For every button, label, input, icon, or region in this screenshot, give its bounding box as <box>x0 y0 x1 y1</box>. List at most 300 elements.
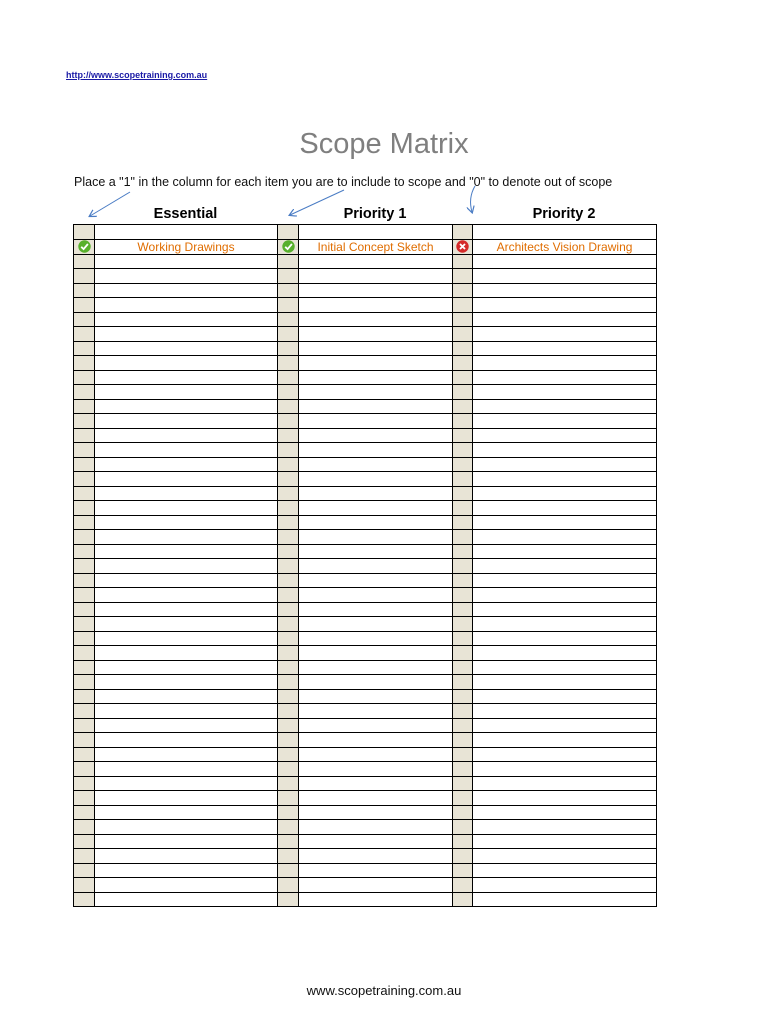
mark-cell-priority-2[interactable] <box>453 544 473 559</box>
item-cell-priority-1[interactable] <box>299 863 453 878</box>
mark-cell-priority-2[interactable] <box>453 834 473 849</box>
item-cell-priority-1[interactable] <box>299 472 453 487</box>
mark-cell-priority-2[interactable] <box>453 602 473 617</box>
website-link[interactable]: http://www.scopetraining.com.au <box>66 70 208 80</box>
item-cell-priority-1[interactable] <box>299 631 453 646</box>
item-cell-essential[interactable] <box>95 312 278 327</box>
mark-cell-priority-2[interactable] <box>453 385 473 400</box>
mark-cell-essential[interactable] <box>74 849 95 864</box>
item-cell-priority-2[interactable] <box>473 501 657 516</box>
mark-cell-priority-1[interactable] <box>278 776 299 791</box>
item-cell-priority-1[interactable] <box>299 515 453 530</box>
mark-cell-priority-1[interactable] <box>278 718 299 733</box>
mark-cell-priority-2[interactable] <box>453 283 473 298</box>
item-cell-essential[interactable] <box>95 704 278 719</box>
item-cell-priority-1[interactable] <box>299 385 453 400</box>
mark-cell-priority-1[interactable] <box>278 660 299 675</box>
item-cell-priority-2[interactable] <box>473 370 657 385</box>
item-cell[interactable] <box>299 225 453 240</box>
item-cell-priority-1[interactable] <box>299 530 453 545</box>
mark-cell-essential[interactable] <box>74 646 95 661</box>
item-cell-essential[interactable] <box>95 443 278 458</box>
item-cell-essential[interactable] <box>95 414 278 429</box>
mark-cell-essential[interactable] <box>74 457 95 472</box>
item-cell-priority-2[interactable] <box>473 283 657 298</box>
mark-cell-essential[interactable] <box>74 689 95 704</box>
item-cell-priority-1[interactable] <box>299 501 453 516</box>
mark-cell-essential[interactable] <box>74 370 95 385</box>
item-cell-essential[interactable] <box>95 791 278 806</box>
mark-cell[interactable] <box>278 225 299 240</box>
item-cell-essential[interactable] <box>95 573 278 588</box>
mark-cell-essential[interactable] <box>74 443 95 458</box>
mark-cell-priority-1[interactable] <box>278 269 299 284</box>
mark-cell-priority-1[interactable] <box>278 501 299 516</box>
item-cell-priority-2[interactable] <box>473 834 657 849</box>
table-row <box>74 863 657 878</box>
item-cell-essential[interactable] <box>95 805 278 820</box>
mark-cell-priority-1[interactable] <box>278 457 299 472</box>
mark-cell-priority-1[interactable] <box>278 559 299 574</box>
mark-cell-priority-1[interactable] <box>278 791 299 806</box>
item-cell-essential[interactable] <box>95 689 278 704</box>
mark-cell-essential[interactable] <box>74 515 95 530</box>
mark-cell-priority-2[interactable] <box>453 312 473 327</box>
mark-cell-priority-1[interactable] <box>278 747 299 762</box>
pointer-arrows <box>0 0 768 240</box>
mark-cell-priority-1[interactable] <box>278 472 299 487</box>
mark-cell-priority-1[interactable] <box>278 370 299 385</box>
mark-cell-essential[interactable] <box>74 878 95 893</box>
item-cell-essential[interactable] <box>95 515 278 530</box>
mark-cell-priority-1[interactable] <box>278 312 299 327</box>
mark-cell-essential[interactable] <box>74 660 95 675</box>
item-cell-priority-1[interactable] <box>299 298 453 313</box>
table-row <box>74 428 657 443</box>
item-cell-priority-1[interactable] <box>299 414 453 429</box>
item-cell-priority-2[interactable] <box>473 385 657 400</box>
item-cell-priority-1[interactable] <box>299 283 453 298</box>
mark-cell-priority-1[interactable] <box>278 341 299 356</box>
item-cell-priority-2[interactable] <box>473 733 657 748</box>
mark-cell-essential[interactable] <box>74 283 95 298</box>
item-cell-priority-1[interactable] <box>299 776 453 791</box>
mark-cell-priority-2[interactable] <box>453 863 473 878</box>
mark-cell-priority-1[interactable] <box>278 646 299 661</box>
mark-cell-essential[interactable] <box>74 892 95 907</box>
item-cell-essential[interactable] <box>95 747 278 762</box>
item-cell-priority-1[interactable] <box>299 341 453 356</box>
item-cell-priority-1[interactable] <box>299 573 453 588</box>
mark-cell-priority-1[interactable] <box>278 834 299 849</box>
item-cell-priority-1[interactable] <box>299 602 453 617</box>
item-cell-essential[interactable] <box>95 646 278 661</box>
item-cell-essential[interactable] <box>95 341 278 356</box>
mark-cell-priority-1[interactable] <box>278 675 299 690</box>
table-row <box>74 646 657 661</box>
mark-cell-priority-2[interactable] <box>453 399 473 414</box>
item-cell-priority-1[interactable]: Initial Concept Sketch <box>299 239 453 254</box>
item-cell-priority-1[interactable] <box>299 617 453 632</box>
mark-cell-priority-2[interactable] <box>453 791 473 806</box>
mark-cell-priority-1[interactable] <box>278 385 299 400</box>
table-row <box>74 704 657 719</box>
mark-cell-essential[interactable] <box>74 327 95 342</box>
mark-cell-essential[interactable] <box>74 791 95 806</box>
item-cell-essential[interactable] <box>95 849 278 864</box>
mark-cell-essential[interactable] <box>74 269 95 284</box>
item-cell-essential[interactable] <box>95 530 278 545</box>
item-cell-essential[interactable] <box>95 878 278 893</box>
mark-cell-essential[interactable] <box>74 341 95 356</box>
mark-cell-essential[interactable] <box>74 776 95 791</box>
table-row <box>74 239 657 254</box>
item-cell-priority-1[interactable] <box>299 762 453 777</box>
mark-cell-priority-1[interactable] <box>278 805 299 820</box>
item-cell-essential[interactable] <box>95 559 278 574</box>
item-cell[interactable] <box>95 225 278 240</box>
item-cell-priority-2[interactable] <box>473 312 657 327</box>
mark-cell-priority-1[interactable] <box>278 602 299 617</box>
mark-cell-priority-1[interactable] <box>278 414 299 429</box>
mark-cell-priority-2[interactable] <box>453 733 473 748</box>
mark-cell-priority-1[interactable] <box>278 849 299 864</box>
mark-cell[interactable] <box>74 225 95 240</box>
item-cell-priority-1[interactable] <box>299 356 453 371</box>
item-cell-priority-2[interactable] <box>473 602 657 617</box>
table-row <box>74 327 657 342</box>
item-cell-essential[interactable] <box>95 834 278 849</box>
item-cell-essential[interactable] <box>95 457 278 472</box>
mark-cell-essential[interactable] <box>74 544 95 559</box>
item-cell-priority-1[interactable] <box>299 327 453 342</box>
mark-cell-essential[interactable] <box>74 254 95 269</box>
mark-cell-priority-2[interactable] <box>453 341 473 356</box>
mark-cell-essential[interactable] <box>74 530 95 545</box>
mark-cell-priority-1[interactable] <box>278 573 299 588</box>
mark-cell-priority-2[interactable] <box>453 269 473 284</box>
item-cell-priority-2[interactable]: Architects Vision Drawing <box>473 239 657 254</box>
mark-cell[interactable] <box>453 225 473 240</box>
item-cell-priority-2[interactable] <box>473 588 657 603</box>
item-cell-priority-2[interactable] <box>473 559 657 574</box>
item-cell-essential[interactable] <box>95 733 278 748</box>
item-cell-essential[interactable] <box>95 660 278 675</box>
table-row <box>74 269 657 284</box>
scope-matrix-table <box>73 224 657 907</box>
item-cell-priority-2[interactable] <box>473 269 657 284</box>
item-cell-priority-2[interactable] <box>473 660 657 675</box>
mark-cell-priority-1[interactable] <box>278 617 299 632</box>
table-row <box>74 414 657 429</box>
mark-cell-essential[interactable] <box>74 399 95 414</box>
mark-cell-priority-2[interactable] <box>453 573 473 588</box>
item-cell-essential[interactable] <box>95 298 278 313</box>
item-cell-priority-1[interactable] <box>299 428 453 443</box>
item-cell-priority-2[interactable] <box>473 356 657 371</box>
item-cell-priority-1[interactable] <box>299 805 453 820</box>
mark-cell-essential[interactable] <box>74 356 95 371</box>
item-cell-essential[interactable] <box>95 544 278 559</box>
mark-cell-priority-1[interactable] <box>278 356 299 371</box>
item-cell-priority-2[interactable] <box>473 414 657 429</box>
item-cell-priority-1[interactable] <box>299 878 453 893</box>
mark-cell-priority-2[interactable] <box>453 646 473 661</box>
mark-cell-priority-2[interactable] <box>453 617 473 632</box>
mark-cell-priority-2[interactable] <box>453 327 473 342</box>
item-cell-essential[interactable] <box>95 718 278 733</box>
item-cell-priority-2[interactable] <box>473 689 657 704</box>
item-cell-essential[interactable] <box>95 631 278 646</box>
mark-cell-priority-1[interactable] <box>278 892 299 907</box>
mark-cell-priority-2[interactable] <box>453 486 473 501</box>
item-cell-priority-1[interactable] <box>299 733 453 748</box>
mark-cell-essential[interactable] <box>74 385 95 400</box>
mark-cell-essential[interactable] <box>74 588 95 603</box>
mark-cell-priority-1[interactable] <box>278 689 299 704</box>
item-cell-priority-2[interactable] <box>473 298 657 313</box>
mark-cell-essential[interactable] <box>74 312 95 327</box>
mark-cell-priority-2[interactable] <box>453 443 473 458</box>
mark-cell-essential[interactable] <box>74 239 95 254</box>
mark-cell-priority-1[interactable] <box>278 631 299 646</box>
item-cell-essential[interactable] <box>95 762 278 777</box>
item-cell-priority-2[interactable] <box>473 486 657 501</box>
mark-cell-priority-2[interactable] <box>453 776 473 791</box>
table-row <box>74 805 657 820</box>
mark-cell-essential[interactable] <box>74 733 95 748</box>
item-cell-priority-2[interactable] <box>473 530 657 545</box>
item-cell-priority-1[interactable] <box>299 269 453 284</box>
item-cell-priority-1[interactable] <box>299 486 453 501</box>
mark-cell-priority-1[interactable] <box>278 298 299 313</box>
item-cell-priority-2[interactable] <box>473 631 657 646</box>
item-cell-priority-2[interactable] <box>473 849 657 864</box>
mark-cell-priority-2[interactable] <box>453 849 473 864</box>
item-cell-priority-2[interactable] <box>473 341 657 356</box>
mark-cell-essential[interactable] <box>74 472 95 487</box>
mark-cell-essential[interactable] <box>74 559 95 574</box>
item-cell-priority-1[interactable] <box>299 457 453 472</box>
item-cell-essential[interactable] <box>95 486 278 501</box>
mark-cell-priority-1[interactable] <box>278 863 299 878</box>
item-cell-essential[interactable] <box>95 588 278 603</box>
item-cell-priority-1[interactable] <box>299 820 453 835</box>
mark-cell-essential[interactable] <box>74 863 95 878</box>
mark-cell-priority-1[interactable] <box>278 254 299 269</box>
mark-cell-essential[interactable] <box>74 762 95 777</box>
item-cell-priority-1[interactable] <box>299 312 453 327</box>
item-cell-priority-2[interactable] <box>473 399 657 414</box>
mark-cell-priority-1[interactable] <box>278 820 299 835</box>
item-cell-essential[interactable] <box>95 675 278 690</box>
item-cell-priority-2[interactable] <box>473 704 657 719</box>
mark-cell-priority-2[interactable] <box>453 370 473 385</box>
item-cell-priority-1[interactable] <box>299 675 453 690</box>
item-cell-priority-2[interactable] <box>473 472 657 487</box>
item-cell-priority-1[interactable] <box>299 544 453 559</box>
mark-cell-priority-1[interactable] <box>278 239 299 254</box>
mark-cell-essential[interactable] <box>74 805 95 820</box>
item-cell-priority-1[interactable] <box>299 704 453 719</box>
mark-cell-priority-2[interactable] <box>453 718 473 733</box>
item-cell-priority-1[interactable] <box>299 791 453 806</box>
mark-cell-priority-2[interactable] <box>453 457 473 472</box>
item-cell-priority-1[interactable] <box>299 747 453 762</box>
mark-cell-priority-2[interactable] <box>453 472 473 487</box>
item-cell-essential[interactable] <box>95 399 278 414</box>
item-cell-priority-1[interactable] <box>299 588 453 603</box>
mark-cell-essential[interactable] <box>74 414 95 429</box>
mark-cell-priority-2[interactable] <box>453 675 473 690</box>
mark-cell-priority-2[interactable] <box>453 515 473 530</box>
item-cell-priority-1[interactable] <box>299 559 453 574</box>
item-cell-essential[interactable] <box>95 776 278 791</box>
item-cell-priority-2[interactable] <box>473 878 657 893</box>
item-cell-priority-2[interactable] <box>473 718 657 733</box>
item-cell-priority-2[interactable] <box>473 820 657 835</box>
mark-cell-priority-2[interactable] <box>453 689 473 704</box>
item-cell-priority-2[interactable] <box>473 863 657 878</box>
item-cell-priority-2[interactable] <box>473 892 657 907</box>
item-cell-priority-2[interactable] <box>473 646 657 661</box>
item-cell-priority-2[interactable] <box>473 617 657 632</box>
item-cell-priority-2[interactable] <box>473 747 657 762</box>
mark-cell-essential[interactable] <box>74 834 95 849</box>
mark-cell-priority-2[interactable] <box>453 559 473 574</box>
mark-cell-priority-2[interactable] <box>453 298 473 313</box>
item-cell-priority-2[interactable] <box>473 457 657 472</box>
mark-cell-priority-1[interactable] <box>278 878 299 893</box>
mark-cell-priority-2[interactable] <box>453 820 473 835</box>
item-cell-essential[interactable] <box>95 283 278 298</box>
item-cell-essential[interactable] <box>95 327 278 342</box>
item-cell-essential[interactable] <box>95 617 278 632</box>
item-cell-essential[interactable] <box>95 501 278 516</box>
mark-cell-priority-2[interactable] <box>453 414 473 429</box>
item-cell-priority-2[interactable] <box>473 443 657 458</box>
mark-cell-essential[interactable] <box>74 486 95 501</box>
mark-cell-priority-2[interactable] <box>453 805 473 820</box>
item-cell-priority-1[interactable] <box>299 718 453 733</box>
mark-cell-priority-1[interactable] <box>278 544 299 559</box>
item-cell-priority-1[interactable] <box>299 646 453 661</box>
mark-cell-priority-2[interactable] <box>453 501 473 516</box>
item-cell-essential[interactable] <box>95 892 278 907</box>
item-cell-essential[interactable] <box>95 254 278 269</box>
item-cell-essential[interactable] <box>95 269 278 284</box>
mark-cell-essential[interactable] <box>74 704 95 719</box>
footer-url: www.scopetraining.com.au <box>306 983 462 998</box>
mark-cell-essential[interactable] <box>74 501 95 516</box>
item-cell-priority-1[interactable] <box>299 254 453 269</box>
mark-cell-priority-1[interactable] <box>278 733 299 748</box>
item-cell-priority-2[interactable] <box>473 327 657 342</box>
mark-cell-priority-2[interactable] <box>453 892 473 907</box>
mark-cell-essential[interactable] <box>74 428 95 443</box>
mark-cell-essential[interactable] <box>74 820 95 835</box>
mark-cell-priority-1[interactable] <box>278 486 299 501</box>
item-cell-essential[interactable] <box>95 356 278 371</box>
item-cell-priority-2[interactable] <box>473 428 657 443</box>
item-cell-essential[interactable]: Working Drawings <box>95 239 278 254</box>
mark-cell-priority-2[interactable] <box>453 878 473 893</box>
mark-cell-priority-1[interactable] <box>278 443 299 458</box>
mark-cell-essential[interactable] <box>74 747 95 762</box>
item-cell-essential[interactable] <box>95 602 278 617</box>
mark-cell-priority-2[interactable] <box>453 530 473 545</box>
mark-cell-priority-2[interactable] <box>453 239 473 254</box>
mark-cell-priority-1[interactable] <box>278 283 299 298</box>
mark-cell-priority-1[interactable] <box>278 530 299 545</box>
mark-cell-priority-1[interactable] <box>278 327 299 342</box>
mark-cell-priority-2[interactable] <box>453 704 473 719</box>
table-row <box>74 849 657 864</box>
mark-cell-priority-2[interactable] <box>453 588 473 603</box>
item-cell-priority-1[interactable] <box>299 834 453 849</box>
table-row <box>74 515 657 530</box>
mark-cell-essential[interactable] <box>74 718 95 733</box>
item-cell-priority-1[interactable] <box>299 370 453 385</box>
mark-cell-essential[interactable] <box>74 602 95 617</box>
mark-cell-priority-2[interactable] <box>453 747 473 762</box>
item-cell-priority-2[interactable] <box>473 515 657 530</box>
item-cell[interactable] <box>473 225 657 240</box>
item-cell-priority-2[interactable] <box>473 805 657 820</box>
table-row <box>74 385 657 400</box>
item-cell-essential[interactable] <box>95 428 278 443</box>
mark-cell-priority-1[interactable] <box>278 762 299 777</box>
mark-cell-essential[interactable] <box>74 617 95 632</box>
item-cell-priority-2[interactable] <box>473 791 657 806</box>
item-cell-priority-2[interactable] <box>473 776 657 791</box>
mark-cell-priority-1[interactable] <box>278 588 299 603</box>
item-cell-priority-2[interactable] <box>473 762 657 777</box>
mark-cell-priority-2[interactable] <box>453 428 473 443</box>
mark-cell-priority-1[interactable] <box>278 428 299 443</box>
item-cell-priority-1[interactable] <box>299 399 453 414</box>
mark-cell-priority-2[interactable] <box>453 762 473 777</box>
item-cell-essential[interactable] <box>95 385 278 400</box>
item-cell-priority-2[interactable] <box>473 573 657 588</box>
item-cell-priority-2[interactable] <box>473 544 657 559</box>
item-cell-priority-1[interactable] <box>299 849 453 864</box>
item-cell-priority-1[interactable] <box>299 443 453 458</box>
item-cell-priority-2[interactable] <box>473 254 657 269</box>
item-cell-priority-1[interactable] <box>299 892 453 907</box>
mark-cell-essential[interactable] <box>74 675 95 690</box>
item-cell-essential[interactable] <box>95 472 278 487</box>
item-cell-essential[interactable] <box>95 863 278 878</box>
mark-cell-priority-2[interactable] <box>453 356 473 371</box>
item-cell-priority-2[interactable] <box>473 675 657 690</box>
mark-cell-priority-1[interactable] <box>278 515 299 530</box>
mark-cell-essential[interactable] <box>74 573 95 588</box>
table-row <box>74 733 657 748</box>
item-cell-essential[interactable] <box>95 820 278 835</box>
mark-cell-essential[interactable] <box>74 631 95 646</box>
item-cell-priority-1[interactable] <box>299 660 453 675</box>
mark-cell-priority-2[interactable] <box>453 254 473 269</box>
item-cell-priority-1[interactable] <box>299 689 453 704</box>
mark-cell-essential[interactable] <box>74 298 95 313</box>
mark-cell-priority-2[interactable] <box>453 631 473 646</box>
mark-cell-priority-1[interactable] <box>278 399 299 414</box>
item-cell-essential[interactable] <box>95 370 278 385</box>
mark-cell-priority-1[interactable] <box>278 704 299 719</box>
table-row <box>74 718 657 733</box>
mark-cell-priority-2[interactable] <box>453 660 473 675</box>
